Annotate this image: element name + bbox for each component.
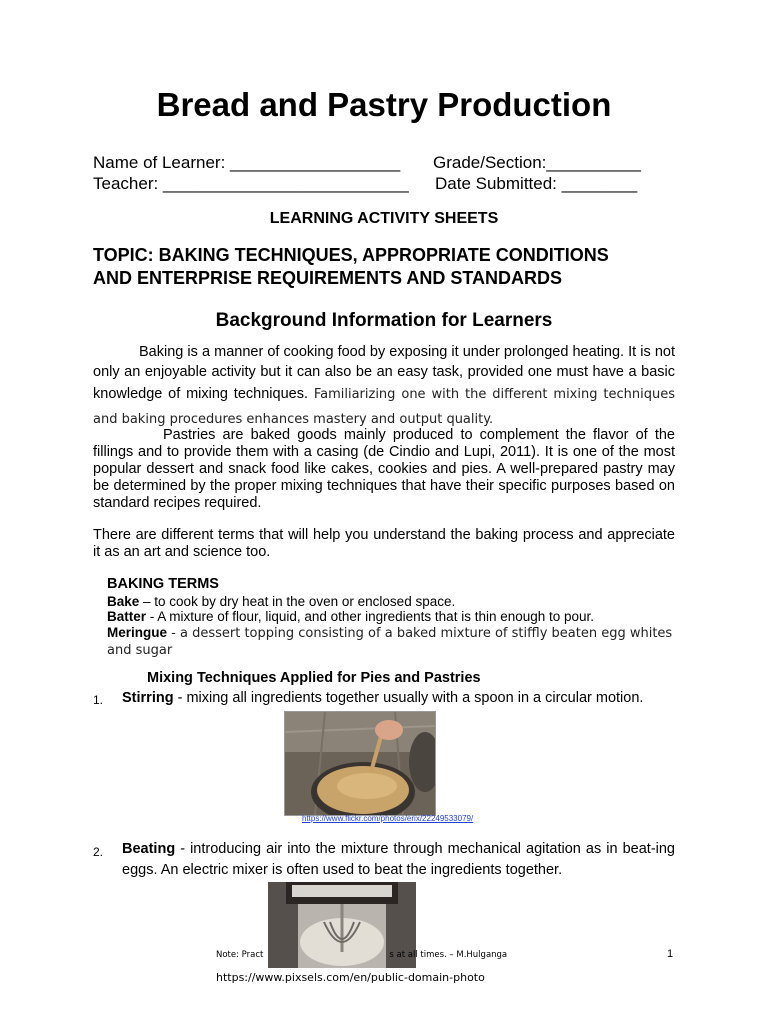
photo-credit: https://www.pixsels.com/en/public-domain-photo [216,971,485,984]
term-batter-name: Batter [107,609,147,624]
topic-heading [93,244,683,290]
teacher-field: Teacher: __________________________ [93,174,409,193]
stirring-photo-caption[interactable]: https://www.flickr.com/photos/erix/22249533079/ [302,814,474,823]
term-batter [107,609,677,625]
sheet-label: LEARNING ACTIVITY SHEETS [269,210,499,227]
paragraph-baking-text-2: Familiarizing one with the different mixing techniques and baking procedures enhances mastery and output quality. [93,387,676,427]
term-bake-def: – to cook by dry heat in the oven or enclosed space. [139,594,456,609]
paragraph-baking [93,343,675,432]
item-stirring-desc: - mixing all ingredients together usually with a spoon in a circular motion. [173,690,644,706]
learner-name-field: Name of Learner: __________________ [93,153,401,172]
item-stirring [122,688,675,709]
date-submitted-field: Date Submitted: ________ [435,174,638,193]
item-beating [122,839,675,881]
term-meringue-def: - a dessert topping consisting of a baked mixture of stiffly beaten egg whites and sugar [107,626,673,658]
baking-terms-heading: BAKING TERMS [107,576,219,592]
footer-note-right: s at all times. – M.Hulganga [389,950,508,960]
item-stirring-name: Stirring [122,690,174,706]
footer-note-left: Note: Pract [216,950,264,960]
page-number: 1 [667,948,674,960]
item-1-number: 1. [93,693,104,707]
grade-section-field: Grade/Section:__________ [433,153,641,172]
paragraph-terms-intro: There are different terms that will help you understand the baking process and appreciate it as an art and science too. [93,527,675,560]
term-batter-def: - A mixture of flour, liquid, and other ingredients that is thin enough to pour. [146,609,595,624]
item-beating-desc: - introducing air into the mixture through mechanical agitation as in beat-ing eggs. An electric mixer is often used to beat the ingredients together. [122,841,675,878]
mixing-techniques-heading: Mixing Techniques Applied for Pies and Pastries [147,670,481,686]
footer-note [216,950,507,960]
term-bake [107,594,677,610]
topic-line-1: TOPIC: BAKING TECHNIQUES, APPROPRIATE CONDITIONS [93,245,609,265]
document-title: Bread and Pastry Production [156,86,612,123]
term-bake-name: Bake [107,594,140,609]
term-meringue-name: Meringue [107,625,168,640]
stirring-photo-art [285,712,435,815]
item-2-number: 2. [93,845,104,859]
stirring-photo [284,711,436,816]
item-beating-name: Beating [122,841,176,857]
term-meringue [107,625,677,659]
background-heading: Background Information for Learners [215,310,553,331]
paragraph-baking-text: Baking is a manner of cooking food by exposing it under prolonged heating. It is not only an enjoyable activity but it can also be an easy task, provided one must have a basic knowledge of mixing techniques. [93,344,675,402]
topic-line-2: AND ENTERPRISE REQUIREMENTS AND STANDARDS [93,268,563,288]
paragraph-pastries: Pastries are baked goods mainly produced to complement the flavor of the fillings and to provide them with a casing (de Cindio and Lupi, 2011). It is one of the most popular dessert and snack food like cakes, cookies and pies. A well-prepared pastry may be determined by the proper mixing techniques that have their specific purposes based on standard recipes required. [93,427,675,511]
